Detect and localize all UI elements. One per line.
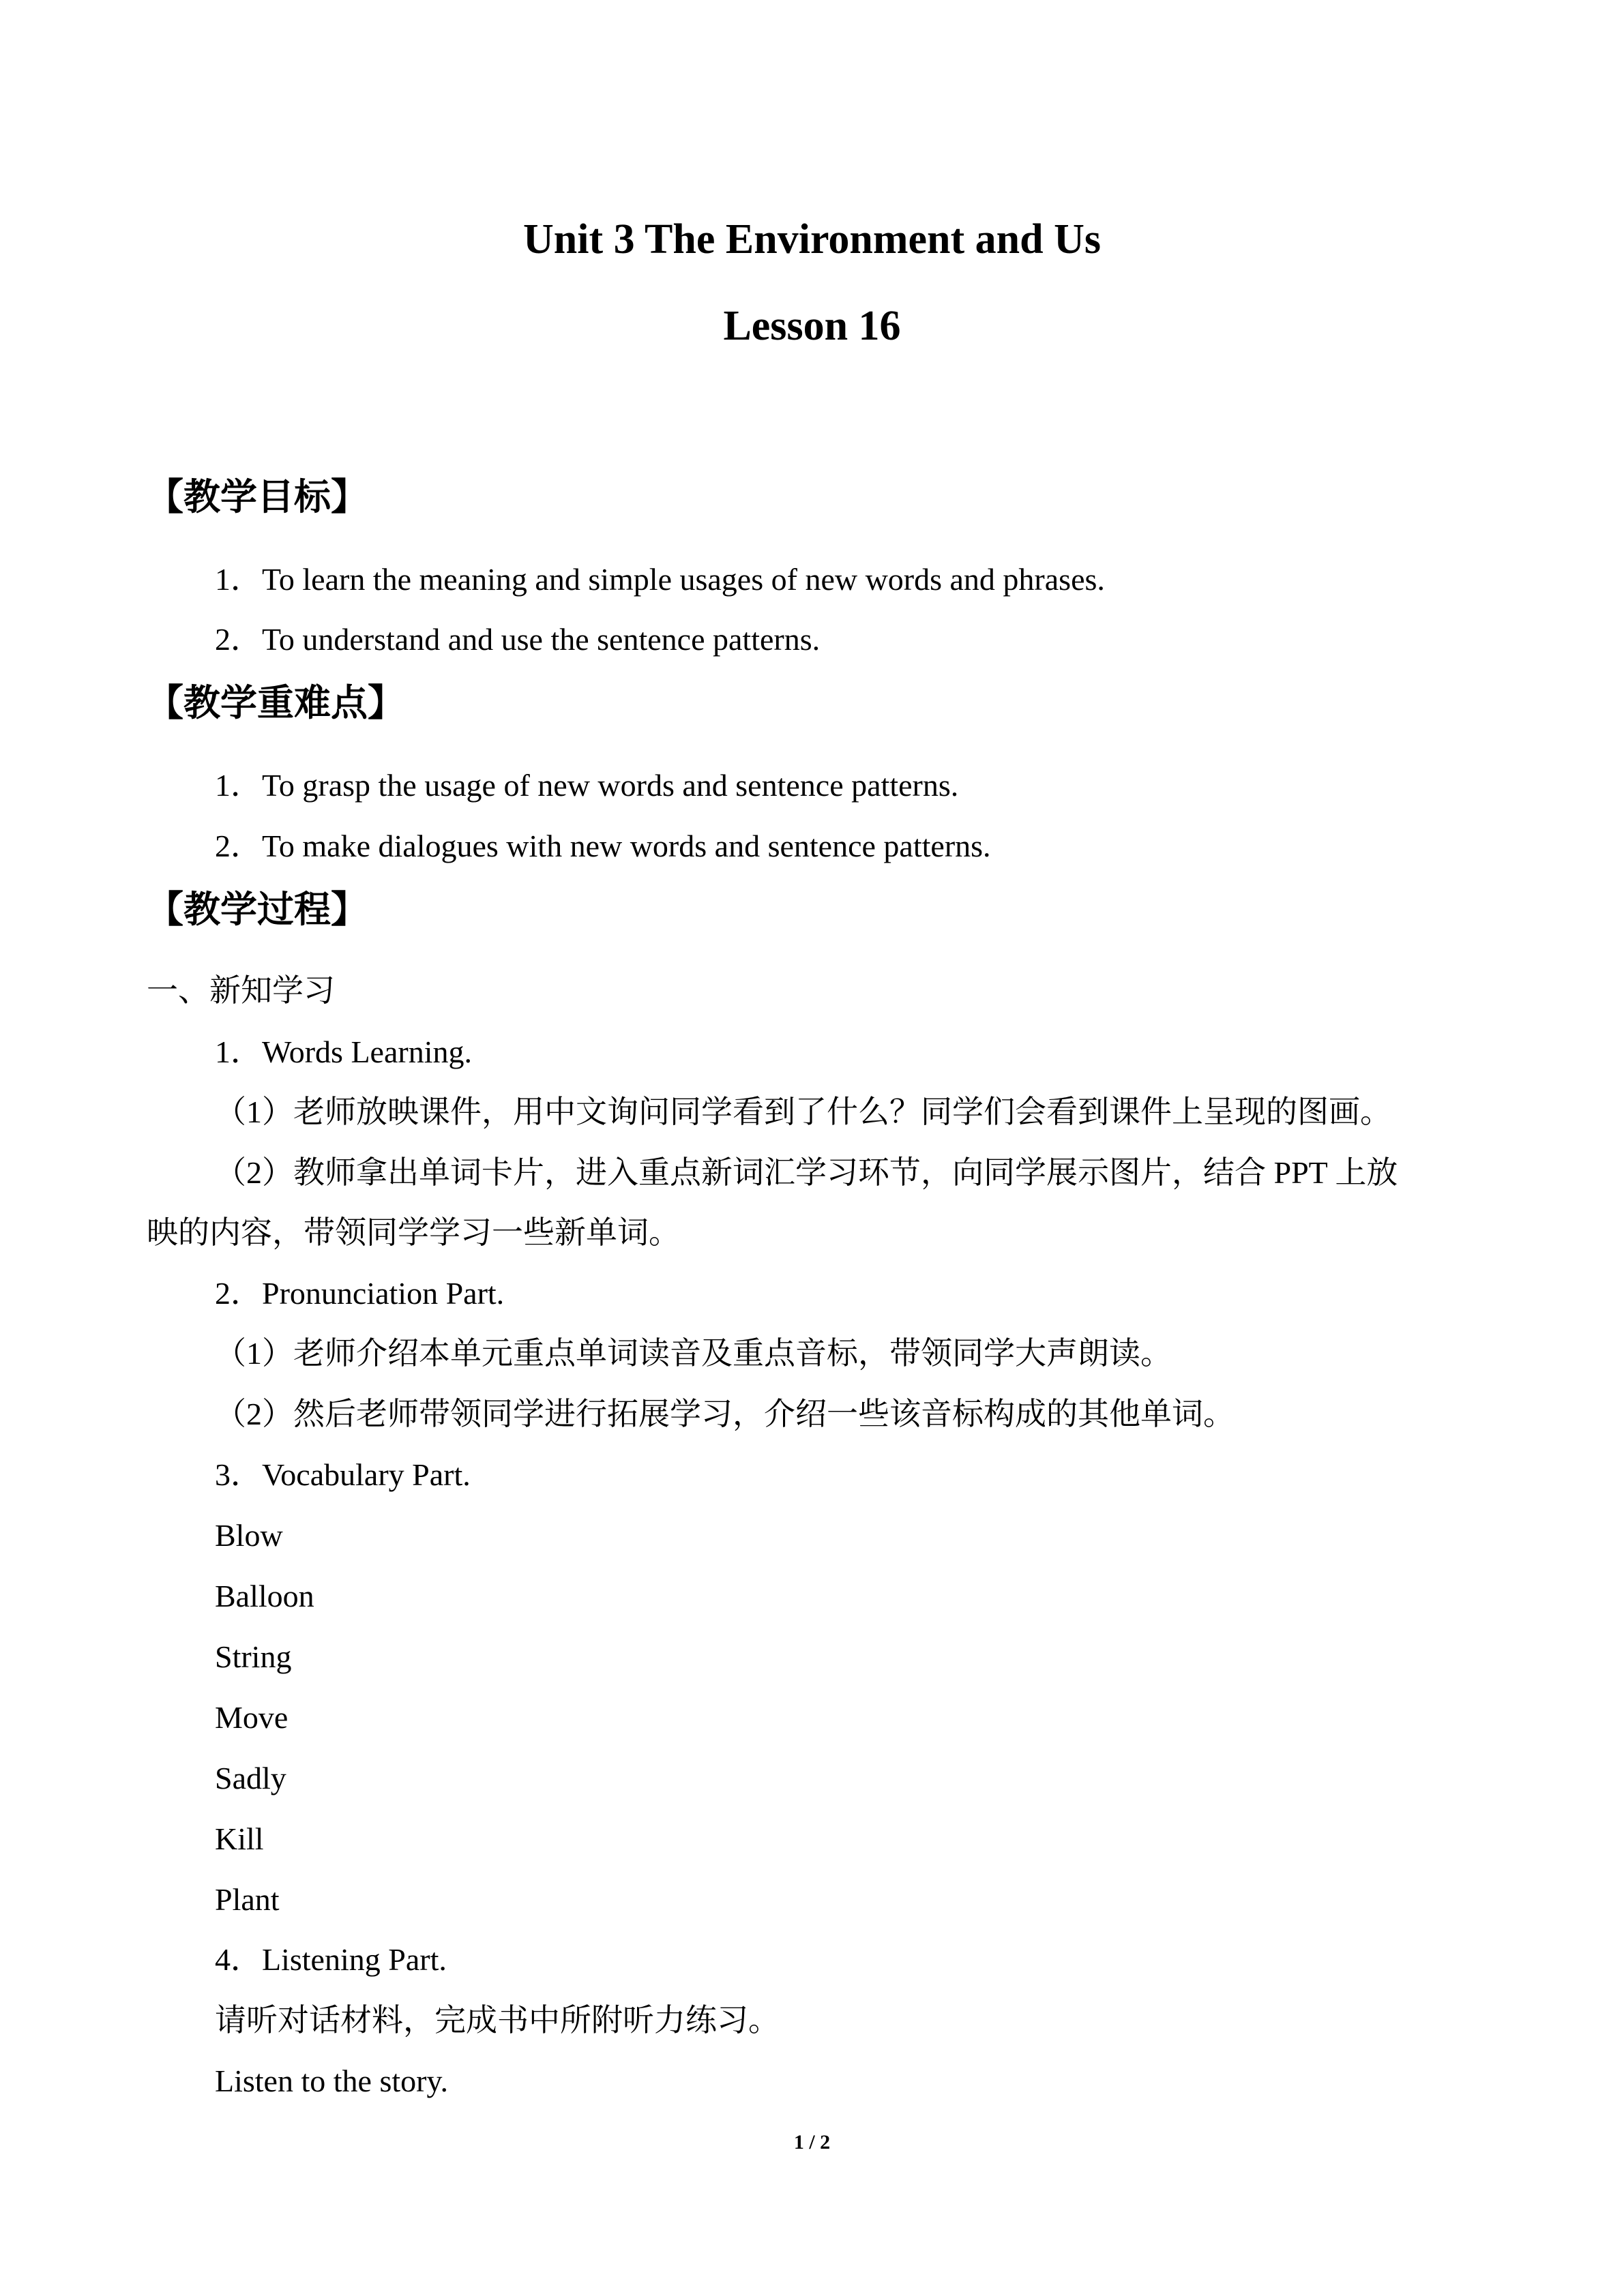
part-title: 一、新知学习 [147,973,335,1008]
step-title: 2．Pronunciation Part. [215,1276,505,1311]
lesson-title: Lesson 16 [723,303,901,349]
objective-item: 1．To learn the meaning and simple usages of new words and phrases. [215,562,1105,597]
key-points-heading: 【教学重难点】 [147,681,404,724]
vocab-word: Kill [215,1821,264,1856]
objectives-heading: 【教学目标】 [147,475,368,518]
step-text: （1）老师放映课件，用中文询问同学看到了什么？同学们会看到课件上呈现的图画。 [215,1094,1391,1129]
step-title: 4．Listening Part. [215,1942,447,1977]
vocab-word: Plant [215,1882,280,1917]
step-title: 1．Words Learning. [215,1034,472,1069]
vocab-word: Blow [215,1518,283,1553]
page-number: 1 / 2 [793,2131,831,2153]
step-text: 映的内容，带领同学学习一些新单词。 [147,1215,680,1250]
vocab-word: Balloon [215,1579,314,1613]
step-title: 3．Vocabulary Part. [215,1457,471,1492]
step-text: 请听对话材料，完成书中所附听力练习。 [215,2003,780,2038]
key-point-item: 2．To make dialogues with new words and sentence patterns. [215,829,991,863]
step-text: （2）然后老师带领同学进行拓展学习，介绍一些该音标构成的其他单词。 [215,1397,1235,1431]
vocab-word: String [215,1639,292,1674]
objective-item: 2．To understand and use the sentence patterns. [215,622,821,657]
key-point-item: 1．To grasp the usage of new words and sentence patterns. [215,768,959,803]
step-text: （1）老师介绍本单元重点单词读音及重点音标，带领同学大声朗读。 [215,1336,1172,1371]
vocab-word: Move [215,1700,289,1735]
step-text: Listen to the story. [215,2063,448,2098]
document-title: Unit 3 The Environment and Us [523,216,1101,263]
vocab-word: Sadly [215,1761,286,1795]
process-heading: 【教学过程】 [147,888,368,931]
step-text: （2）教师拿出单词卡片，进入重点新词汇学习环节，向同学展示图片，结合 PPT 上放 [215,1155,1398,1190]
